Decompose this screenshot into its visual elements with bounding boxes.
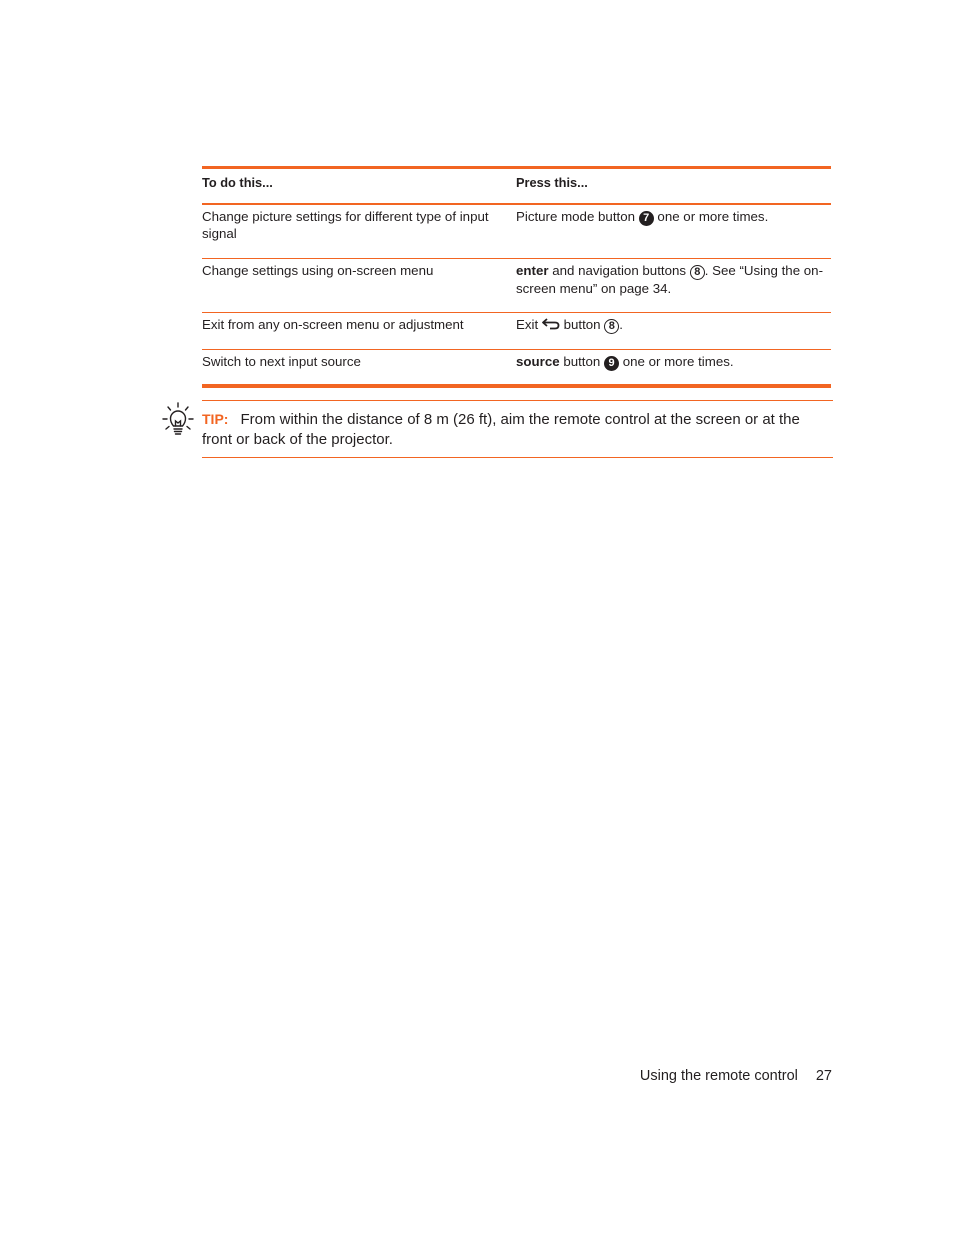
press-text: Picture mode button — [516, 209, 636, 224]
return-arrow-icon — [542, 317, 560, 334]
table-header-row — [202, 169, 831, 205]
table-row — [202, 313, 831, 350]
press-text-suffix: . — [619, 317, 623, 332]
button-number-badge: 8 — [690, 265, 705, 280]
column-header-press: Press this... — [516, 175, 588, 190]
press-cell — [516, 313, 831, 349]
footer-section-title: Using the remote control — [639, 1068, 798, 1084]
button-number-badge: 8 — [604, 319, 619, 334]
press-text-suffix: one or more times. — [622, 354, 734, 369]
action-cell: Exit from any on-screen menu or adjustment — [202, 317, 464, 332]
press-text-mid: button — [563, 317, 601, 332]
action-cell: Change picture settings for different type of input signal — [202, 209, 489, 241]
action-cell: Change settings using on-screen menu — [202, 263, 434, 278]
page-number: 27 — [815, 1068, 832, 1084]
press-text-suffix: one or more times. — [657, 209, 769, 224]
key-name: source — [516, 354, 560, 369]
press-cell — [516, 205, 831, 258]
lightbulb-icon — [162, 402, 194, 438]
press-text: button — [563, 354, 601, 369]
press-text: and navigation buttons — [552, 263, 687, 278]
page-footer — [640, 1067, 832, 1085]
key-name: enter — [516, 263, 549, 278]
table-row — [202, 350, 831, 388]
tip-label: TIP: — [202, 411, 229, 427]
remote-functions-table — [202, 166, 831, 388]
tip-text: From within the distance of 8 m (26 ft), aim the remote control at the screen or at the front or back of the projector. — [202, 411, 800, 448]
press-text: Exit — [516, 317, 539, 332]
action-cell: Switch to next input source — [202, 354, 361, 369]
table-row — [202, 205, 831, 259]
button-number-badge: 7 — [639, 211, 654, 226]
press-cell — [516, 259, 831, 312]
tip-box — [202, 400, 833, 458]
column-header-action: To do this... — [202, 175, 273, 190]
table-row — [202, 259, 831, 313]
press-text-suffix: . See “Using the on-screen menu” on page 34. — [516, 263, 824, 296]
button-number-badge: 9 — [604, 356, 619, 371]
press-cell — [516, 350, 831, 384]
